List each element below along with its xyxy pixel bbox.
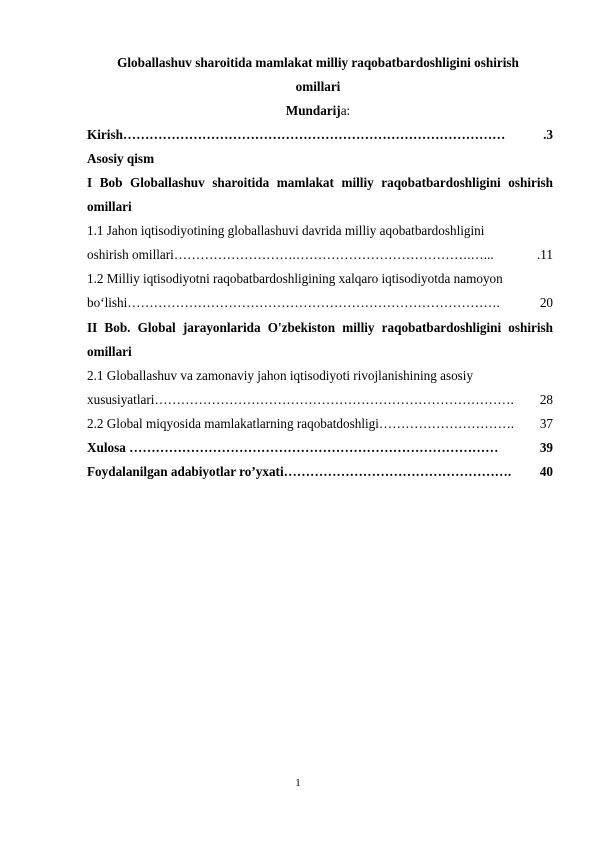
toc-dot-leader: ………………………………………………………………………….	[127, 295, 500, 310]
toc-entry-label: xususiyatlari	[87, 392, 155, 407]
toc-entry-label: bo‘lishi	[87, 295, 128, 310]
toc-entry-references[interactable]	[87, 464, 553, 480]
toc-chapter-1-line-2[interactable]: omillari	[87, 199, 132, 214]
contents-heading-suffix: a:	[340, 103, 351, 118]
toc-dot-leader: ……………………………………………………………………….	[154, 392, 514, 407]
toc-page-number: .3	[543, 127, 553, 142]
toc-chapter-1-line-1[interactable]: I Bob Globallashuv sharoitida mamlakat milliy raqobatbardoshligini oshirish	[87, 175, 553, 190]
toc-entry-conclusion[interactable]	[87, 440, 553, 456]
toc-entry-label: Kirish	[87, 127, 123, 142]
toc-page-number: 20	[539, 295, 553, 310]
toc-dot-leader: …………………………………………………………………………	[129, 440, 499, 455]
toc-entry-label: oshirish omillari	[87, 247, 174, 262]
toc-page-number: 37	[539, 416, 553, 431]
toc-entry-label: Xulosa	[87, 440, 130, 455]
toc-chapter-2-line-1[interactable]: II Bob. Global jarayonlarida O'zbekiston milliy raqobatbardoshligini oshirish	[87, 320, 553, 335]
toc-page-number: 39	[539, 440, 553, 455]
document-title-line-1: Globallashuv sharoitida mamlakat milliy raqobatbardoshligini oshirish	[117, 55, 519, 70]
contents-heading-bold: Mundarij	[285, 103, 341, 118]
toc-dot-leader: ……………………………………………………………………………	[122, 127, 506, 142]
toc-chapter-2-line-2[interactable]: omillari	[87, 344, 132, 359]
toc-dot-leader: …………………………………………….	[283, 464, 512, 479]
toc-page-number: 40	[539, 464, 553, 479]
page-number: 1	[295, 777, 301, 789]
toc-entry-intro[interactable]	[87, 127, 553, 143]
toc-section-1-2-line-2[interactable]	[87, 295, 553, 311]
toc-dot-leader: ……………………….………………………………….…...	[173, 247, 494, 262]
toc-section-1-1-line-1[interactable]: 1.1 Jahon iqtisodiyotining globallashuvi davrida milliy aqobatbardoshligini	[87, 223, 485, 238]
toc-section-1-1-line-2[interactable]	[87, 247, 553, 263]
toc-section-1-2-line-1[interactable]: 1.2 Milliy iqtisodiyotni raqobatbardoshligining xalqaro iqtisodiyotda namoyon	[87, 271, 503, 286]
toc-page-number: .11	[537, 247, 553, 262]
toc-entry-label: 2.2 Global miqyosida mamlakatlarning raqobatdoshligi	[87, 416, 379, 431]
document-title-line-2: omillari	[295, 79, 341, 94]
toc-main-part-heading: Asosiy qism	[87, 151, 155, 166]
toc-dot-leader: ………………………….	[378, 416, 515, 431]
toc-page-number: 28	[539, 392, 553, 407]
toc-section-2-1-line-2[interactable]	[87, 392, 553, 408]
contents-heading	[80, 103, 556, 119]
toc-section-2-1-line-1[interactable]: 2.1 Globallashuv va zamonaviy jahon iqtisodiyoti rivojlanishining asosiy	[87, 368, 474, 383]
toc-section-2-2[interactable]	[87, 416, 553, 432]
toc-entry-label: Foydalanilgan adabiyotlar ro’yxati	[87, 464, 284, 479]
